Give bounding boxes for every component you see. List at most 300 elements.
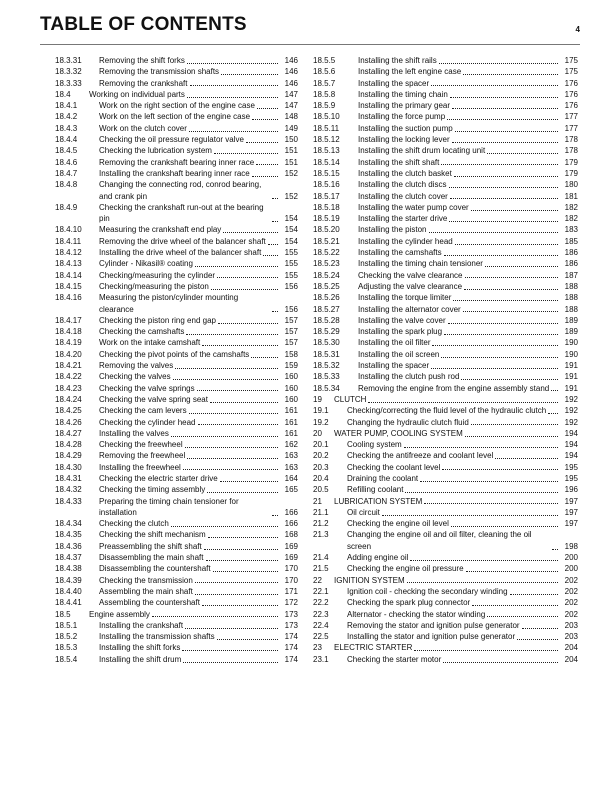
toc-entry-number: 19.2 <box>313 417 329 427</box>
toc-entry-title: CLUTCH <box>334 394 367 404</box>
toc-entry-title: Installing the water pump cover <box>358 202 469 212</box>
toc-entry-page: 159 <box>284 361 298 371</box>
toc-entry[interactable] <box>313 507 578 518</box>
toc-entry[interactable] <box>55 247 298 258</box>
toc-entry[interactable] <box>55 586 298 597</box>
dot-leader <box>452 108 558 109</box>
toc-entry[interactable] <box>313 134 578 145</box>
toc-entry[interactable] <box>313 66 578 77</box>
dot-leader <box>272 198 278 199</box>
toc-entry[interactable] <box>55 620 298 631</box>
dot-leader <box>382 515 558 516</box>
toc-entry-number: 18.4.41 <box>55 598 82 608</box>
toc-entry-number: 18.4.10 <box>55 225 82 235</box>
toc-entry[interactable] <box>55 654 298 665</box>
toc-entry-number: 18.4.37 <box>55 553 82 563</box>
toc-entry-number: 22.1 <box>313 586 329 596</box>
toc-entry[interactable] <box>313 473 578 484</box>
toc-entry[interactable] <box>55 642 298 653</box>
toc-entry[interactable] <box>313 518 578 529</box>
toc-entry-number: 21.4 <box>313 553 329 563</box>
toc-entry[interactable] <box>55 439 298 450</box>
toc-entry-page: 157 <box>284 315 298 325</box>
toc-entry[interactable] <box>55 292 298 315</box>
toc-entry[interactable] <box>313 552 578 563</box>
toc-entry[interactable] <box>55 597 298 608</box>
toc-entry[interactable] <box>313 258 578 269</box>
toc-entry[interactable] <box>55 405 298 416</box>
toc-entry[interactable] <box>55 473 298 484</box>
toc-entry-page: 156 <box>284 281 298 291</box>
toc-entry-number: 18.4.26 <box>55 417 82 427</box>
toc-entry-number: 20 <box>313 428 322 438</box>
toc-entry[interactable] <box>313 417 578 428</box>
toc-entry-number: 18.5.19 <box>313 214 340 224</box>
toc-entry[interactable] <box>55 258 298 269</box>
toc-entry[interactable] <box>313 89 578 100</box>
toc-entry-number: 18.4.31 <box>55 473 82 483</box>
toc-entry-number: 18.4.14 <box>55 270 82 280</box>
toc-entry-number: 18.5.20 <box>313 225 340 235</box>
toc-entry[interactable] <box>313 100 578 111</box>
toc-entry-page: 192 <box>564 394 578 404</box>
toc-entry-title: Oil circuit <box>347 507 380 517</box>
toc-entry[interactable] <box>55 179 298 202</box>
dot-leader <box>464 289 558 290</box>
toc-entry-title: Removing the stator and ignition pulse generator <box>347 620 520 630</box>
toc-entry-number: 18.4.13 <box>55 259 82 269</box>
toc-entry-title: Installing the clutch discs <box>358 180 447 190</box>
toc-entry-number: 18.5.11 <box>313 123 340 133</box>
toc-entry-title: Installing the clutch cover <box>358 191 448 201</box>
toc-entry-title: Removing the engine from the engine assembly stand <box>358 383 550 393</box>
toc-entry[interactable] <box>55 66 298 77</box>
toc-entry[interactable] <box>313 157 578 168</box>
toc-entry[interactable] <box>55 394 298 405</box>
toc-entry-title: Installing the shift forks <box>99 643 181 653</box>
toc-entry-page: 194 <box>564 428 578 438</box>
toc-entry-title: Checking the valves <box>99 372 171 382</box>
toc-entry[interactable] <box>55 326 298 337</box>
toc-entry-number: 21.3 <box>313 530 329 540</box>
toc-entry-page: 179 <box>564 168 578 178</box>
toc-entry[interactable] <box>313 439 578 450</box>
dot-leader <box>204 549 278 550</box>
toc-entry[interactable] <box>55 157 298 168</box>
toc-entry[interactable] <box>313 236 578 247</box>
toc-entry-page: 178 <box>564 135 578 145</box>
toc-entry[interactable] <box>313 191 578 202</box>
toc-entry[interactable] <box>55 631 298 642</box>
toc-entry-title: Installing the clutch push rod <box>358 372 460 382</box>
toc-entry-title: Checking the oil pressure regulator valve <box>99 135 244 145</box>
toc-entry[interactable] <box>313 450 578 461</box>
toc-entry-number: 18.4.24 <box>55 394 82 404</box>
toc-entry[interactable] <box>313 202 578 213</box>
toc-entry-title: Checking the pivot points of the camshafts <box>99 349 250 359</box>
toc-entry-number: 18.4.29 <box>55 451 82 461</box>
dot-leader <box>257 108 278 109</box>
toc-entry-title: Checking the starter motor <box>347 654 442 664</box>
toc-entry-title: Disassembling the main shaft <box>99 553 204 563</box>
toc-entry[interactable] <box>55 100 298 111</box>
dot-leader <box>454 176 558 177</box>
toc-entry[interactable] <box>313 586 578 597</box>
toc-entry-number: 18.4.6 <box>55 157 78 167</box>
toc-entry-title: Checking the valve spring seat <box>99 394 208 404</box>
toc-entry-number: 18.4.5 <box>55 146 78 156</box>
toc-entry-page: 147 <box>284 89 298 99</box>
toc-entry-title: Checking the electric starter drive <box>99 473 218 483</box>
dot-leader <box>424 503 558 504</box>
dot-leader <box>272 221 278 222</box>
toc-entry-number: 21.5 <box>313 564 329 574</box>
toc-entry[interactable] <box>313 575 578 586</box>
toc-entry[interactable] <box>55 349 298 360</box>
toc-entry[interactable] <box>313 292 578 303</box>
toc-entry-number: 18.4.17 <box>55 315 82 325</box>
toc-entry-number: 18.4.12 <box>55 248 82 258</box>
toc-entry[interactable] <box>313 179 578 190</box>
toc-entry[interactable] <box>313 168 578 179</box>
toc-entry[interactable] <box>55 134 298 145</box>
toc-entry-title: Installing the oil filter <box>358 338 431 348</box>
toc-entry[interactable] <box>313 620 578 631</box>
dot-leader <box>208 537 278 538</box>
toc-entry[interactable] <box>55 202 298 225</box>
dot-leader <box>551 390 558 391</box>
toc-entry[interactable] <box>55 236 298 247</box>
toc-entry[interactable] <box>55 111 298 122</box>
toc-entry-title: Installing the shift shaft <box>358 157 440 167</box>
toc-entry-number: 18.4.30 <box>55 462 82 472</box>
toc-entry-page: 173 <box>284 609 298 619</box>
toc-entry-title: Installing the shift drum <box>99 654 182 664</box>
toc-entry-page: 149 <box>284 123 298 133</box>
dot-leader <box>495 458 558 459</box>
toc-entry[interactable] <box>55 529 298 540</box>
toc-entry-title: Engine assembly <box>89 609 150 619</box>
toc-entry-number: 18.5.12 <box>313 135 340 145</box>
toc-entry[interactable] <box>55 428 298 439</box>
toc-entry[interactable] <box>55 563 298 574</box>
toc-entry[interactable] <box>55 78 298 89</box>
toc-entry-page: 148 <box>284 112 298 122</box>
dot-leader <box>548 413 558 414</box>
dot-leader <box>195 594 278 595</box>
toc-entry-page: 185 <box>564 236 578 246</box>
toc-entry-title: Installing the alternator cover <box>358 304 461 314</box>
toc-entry[interactable] <box>313 224 578 235</box>
toc-entry-page: 191 <box>564 372 578 382</box>
toc-entry-page: 170 <box>284 575 298 585</box>
dot-leader <box>450 198 558 199</box>
toc-entry-page: 181 <box>564 191 578 201</box>
dot-leader <box>444 334 558 335</box>
dot-leader <box>471 210 558 211</box>
toc-entry[interactable] <box>313 405 578 416</box>
dot-leader <box>410 560 558 561</box>
toc-entry-number: 18.4.23 <box>55 383 82 393</box>
toc-entry[interactable] <box>313 78 578 89</box>
toc-entry-page: 156 <box>284 304 298 314</box>
toc-entry[interactable] <box>55 168 298 179</box>
toc-entry-number: 18.5.26 <box>313 293 340 303</box>
toc-entry-page: 176 <box>564 78 578 88</box>
toc-entry[interactable] <box>313 484 578 495</box>
toc-entry[interactable] <box>55 224 298 235</box>
toc-entry-title: Checking the valve clearance <box>358 270 463 280</box>
toc-entry-page: 155 <box>284 248 298 258</box>
toc-entry-page: 161 <box>284 417 298 427</box>
toc-entry-page: 202 <box>564 575 578 585</box>
toc-entry[interactable] <box>313 609 578 620</box>
toc-entry-page: 195 <box>564 462 578 472</box>
toc-entry[interactable] <box>55 541 298 552</box>
toc-entry[interactable] <box>55 337 298 348</box>
toc-entry-title: Installing the left engine case <box>358 67 462 77</box>
toc-entry[interactable] <box>313 394 578 405</box>
toc-entry-title: IGNITION SYSTEM <box>334 575 405 585</box>
toc-entry-title: Checking the spark plug connector <box>347 598 471 608</box>
dot-leader <box>455 244 558 245</box>
toc-entry-title: Checking the crankshaft run-out at the bearing pin <box>99 202 264 224</box>
toc-entry[interactable] <box>55 315 298 326</box>
toc-entry-page: 175 <box>564 56 578 65</box>
dot-leader <box>183 662 278 663</box>
dot-leader <box>407 582 558 583</box>
toc-entry-title: Installing the shift rails <box>358 56 437 65</box>
toc-entry-number: 18.5.16 <box>313 180 340 190</box>
toc-entry-title: Checking the antifreeze and coolant level <box>347 451 494 461</box>
dot-leader <box>453 300 558 301</box>
toc-entry-number: 18.5.14 <box>313 157 340 167</box>
toc-entry-page: 203 <box>564 620 578 630</box>
toc-entry-page: 169 <box>284 541 298 551</box>
dot-leader <box>187 458 278 459</box>
toc-entry[interactable] <box>55 371 298 382</box>
dot-leader <box>441 164 558 165</box>
toc-entry[interactable] <box>55 484 298 495</box>
toc-entry[interactable] <box>313 270 578 281</box>
toc-entry[interactable] <box>55 462 298 473</box>
dot-leader <box>197 390 278 391</box>
dot-leader <box>185 628 278 629</box>
dot-leader <box>552 549 558 550</box>
toc-entry[interactable] <box>313 145 578 156</box>
dot-leader <box>449 221 558 222</box>
toc-entry[interactable] <box>55 417 298 428</box>
toc-entry-number: 18.5.13 <box>313 146 340 156</box>
toc-entry-number: 18.5.23 <box>313 259 340 269</box>
toc-entry[interactable] <box>313 360 578 371</box>
dot-leader <box>443 662 558 663</box>
toc-entry[interactable] <box>313 631 578 642</box>
toc-entry-number: 23.1 <box>313 654 329 664</box>
dot-leader <box>463 311 558 312</box>
toc-entry[interactable] <box>55 518 298 529</box>
dot-leader <box>487 616 558 617</box>
toc-entry-number: 18.5.8 <box>313 89 336 99</box>
toc-entry[interactable] <box>313 529 578 552</box>
dot-leader <box>220 481 278 482</box>
toc-entry[interactable] <box>313 563 578 574</box>
toc-entry-page: 152 <box>284 168 298 178</box>
dot-leader <box>431 368 558 369</box>
toc-entry[interactable] <box>313 371 578 382</box>
dot-leader <box>414 650 558 651</box>
toc-entry-number: 18.5.9 <box>313 101 336 111</box>
toc-entry-title: Removing the crankshaft bearing inner race <box>99 157 255 167</box>
toc-entry[interactable] <box>313 247 578 258</box>
toc-entry[interactable] <box>55 123 298 134</box>
toc-entry-page: 174 <box>284 643 298 653</box>
toc-entry[interactable] <box>313 123 578 134</box>
dot-leader <box>448 323 558 324</box>
toc-entry[interactable] <box>313 111 578 122</box>
dot-leader <box>207 492 278 493</box>
toc-entry[interactable] <box>313 337 578 348</box>
page-header <box>0 0 612 46</box>
toc-entry[interactable] <box>313 326 578 337</box>
toc-entry[interactable] <box>313 281 578 292</box>
toc-entry[interactable] <box>313 496 578 507</box>
toc-entry-page: 194 <box>564 440 578 450</box>
dot-leader <box>432 345 558 346</box>
toc-entry-page: 165 <box>284 485 298 495</box>
toc-entry-title: Installing the oil screen <box>358 349 440 359</box>
toc-entry-title: Cylinder - Nikasil® coating <box>99 259 193 269</box>
toc-entry-title: Checking the engine oil level <box>347 519 449 529</box>
toc-entry-number: 18.5.32 <box>313 361 340 371</box>
toc-entry-number: 23 <box>313 643 322 653</box>
toc-entry[interactable] <box>55 609 298 620</box>
dot-leader <box>439 63 558 64</box>
toc-entry-page: 161 <box>284 406 298 416</box>
toc-entry-page: 157 <box>284 338 298 348</box>
toc-entry[interactable] <box>313 55 578 66</box>
toc-right-column <box>313 55 578 665</box>
toc-entry-page: 166 <box>284 507 298 517</box>
toc-entry[interactable] <box>55 360 298 371</box>
toc-entry-number: 18.5.15 <box>313 168 340 178</box>
dot-leader <box>202 345 278 346</box>
toc-entry[interactable] <box>313 654 578 665</box>
toc-entry-title: Checking the valve springs <box>99 383 195 393</box>
dot-leader <box>217 277 278 278</box>
dot-leader <box>461 379 558 380</box>
toc-entry-page: 154 <box>284 214 298 224</box>
toc-entry-title: Work on the left section of the engine case <box>99 112 251 122</box>
dot-leader <box>429 232 559 233</box>
toc-entry[interactable] <box>313 315 578 326</box>
toc-entry-number: 18.4.38 <box>55 564 82 574</box>
toc-entry[interactable] <box>313 213 578 224</box>
dot-leader <box>517 639 558 640</box>
toc-entry[interactable] <box>313 462 578 473</box>
toc-entry-page: 169 <box>284 553 298 563</box>
toc-entry-title: Cooling system <box>347 440 402 450</box>
toc-entry-page: 160 <box>284 394 298 404</box>
toc-entry-title: Installing the timing chain <box>358 89 448 99</box>
toc-entry-title: ELECTRIC STARTER <box>334 643 413 653</box>
toc-entry-title: Installing the spacer <box>358 78 430 88</box>
toc-entry-title: Checking the cylinder head <box>99 417 196 427</box>
dot-leader <box>217 639 278 640</box>
toc-entry-title: Installing the piston <box>358 225 427 235</box>
toc-entry-number: 21.2 <box>313 519 329 529</box>
dot-leader <box>420 481 558 482</box>
dot-leader <box>206 560 279 561</box>
dot-leader <box>171 526 278 527</box>
toc-entry[interactable] <box>55 89 298 100</box>
toc-entry-page: 197 <box>564 519 578 529</box>
toc-entry[interactable] <box>313 349 578 360</box>
toc-entry[interactable] <box>55 383 298 394</box>
toc-entry-page: 186 <box>564 259 578 269</box>
dot-leader <box>404 447 558 448</box>
dot-leader <box>251 357 278 358</box>
toc-entry-number: 18.5.31 <box>313 349 340 359</box>
toc-entry[interactable] <box>55 281 298 292</box>
toc-entry-number: 20.4 <box>313 473 329 483</box>
toc-entry-page: 182 <box>564 214 578 224</box>
toc-entry-page: 183 <box>564 225 578 235</box>
toc-entry[interactable] <box>55 450 298 461</box>
toc-entry[interactable] <box>55 270 298 281</box>
toc-entry[interactable] <box>55 552 298 563</box>
toc-entry[interactable] <box>313 304 578 315</box>
dot-leader <box>441 357 558 358</box>
toc-entry[interactable] <box>313 428 578 439</box>
page-title: TABLE OF CONTENTS <box>40 14 247 35</box>
toc-entry[interactable] <box>55 575 298 586</box>
toc-entry-title: LUBRICATION SYSTEM <box>334 496 423 506</box>
toc-entry-number: 21.1 <box>313 507 329 517</box>
toc-entry-number: 18.4.34 <box>55 519 82 529</box>
toc-entry-title: Installing the freewheel <box>99 462 181 472</box>
toc-entry[interactable] <box>313 642 578 653</box>
toc-entry-page: 154 <box>284 236 298 246</box>
toc-entry-page: 200 <box>564 553 578 563</box>
dot-leader <box>405 492 558 493</box>
toc-entry-number: 18.4 <box>55 89 71 99</box>
toc-entry[interactable] <box>313 597 578 608</box>
toc-entry-title: Adding engine oil <box>347 553 409 563</box>
toc-entry-page: 163 <box>284 462 298 472</box>
toc-entry[interactable] <box>313 383 578 394</box>
toc-entry[interactable] <box>55 496 298 519</box>
toc-entry[interactable] <box>55 145 298 156</box>
toc-entry-number: 18.5.29 <box>313 327 340 337</box>
toc-entry-page: 187 <box>564 270 578 280</box>
toc-entry-number: 18.5.17 <box>313 191 340 201</box>
toc-entry-page: 203 <box>564 632 578 642</box>
toc-entry-title: Ignition coil - checking the secondary winding <box>347 586 508 596</box>
toc-entry-page: 151 <box>284 157 298 167</box>
toc-entry-number: 18.4.20 <box>55 349 82 359</box>
header-divider <box>40 44 580 45</box>
toc-entry[interactable] <box>55 55 298 66</box>
toc-entry-number: 18.4.28 <box>55 440 82 450</box>
toc-entry-page: 166 <box>284 519 298 529</box>
toc-entry-title: Installing the locking lever <box>358 135 450 145</box>
toc-entry-title: Measuring the crankshaft end play <box>99 225 222 235</box>
dot-leader <box>256 164 278 165</box>
dot-leader <box>252 176 278 177</box>
toc-entry-number: 18.5.3 <box>55 643 78 653</box>
toc-entry-number: 18.5.33 <box>313 372 340 382</box>
